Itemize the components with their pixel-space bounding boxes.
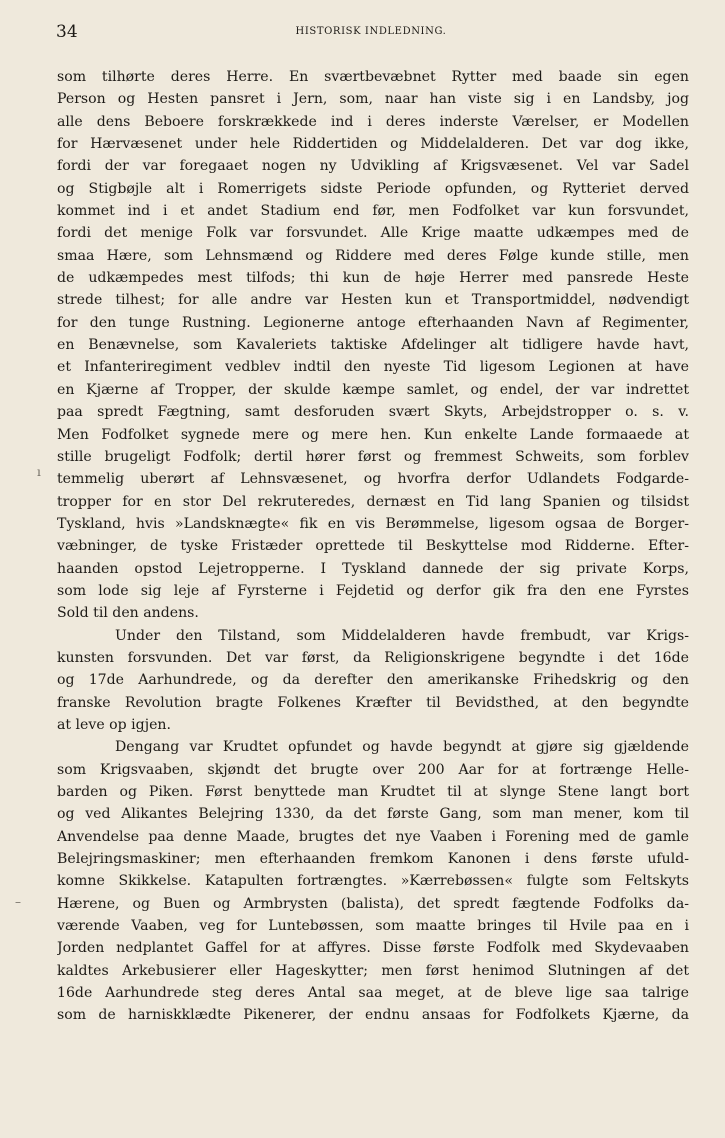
text-line: Tyskland, hvis »Landsknægte« fik en vis Berømmelse, ligesom ogsaa de Borger-: [57, 515, 689, 532]
page-number: 34: [56, 22, 78, 42]
text-line: 16de Aarhundrede steg deres Antal saa meget, at de bleve lige saa talrige: [57, 985, 689, 1002]
text-line: Anvendelse paa denne Maade, brugtes det nye Vaaben i Forening med de gamle: [57, 828, 689, 845]
text-line: de udkæmpedes mest tilfods; thi kun de høje Herrer med pansrede Heste: [57, 270, 689, 287]
margin-mark: –: [15, 895, 21, 909]
text-line: som de harniskklædte Pikenerer, der endnu ansaas for Fodfolkets Kjærne, da: [57, 1007, 689, 1024]
text-line: paa spredt Fægtning, samt desforuden svært Skyts, Arbejdstropper o. s. v.: [57, 404, 689, 421]
text-line: som Krigsvaaben, skjøndt det brugte over 200 Aar for at fortrænge Helle-: [57, 761, 689, 778]
text-line: og Stigbøjle alt i Romerrigets sidste Periode opfunden, og Rytteriet derved: [57, 180, 689, 197]
text-line: stille brugeligt Fodfolk; dertil hører først og fremmest Schweits, som forblev: [57, 448, 689, 465]
text-line: værende Vaaben, veg for Luntebøssen, som maatte bringes til Hvile paa en i: [57, 918, 689, 935]
text-line: og 17de Aarhundrede, og da derefter den amerikanske Frihedskrig og den: [57, 672, 689, 689]
text-line: en Kjærne af Tropper, der skulde kæmpe samlet, og endel, der var indrettet: [57, 381, 689, 398]
text-line: Person og Hesten pansret i Jern, som, naar han viste sig i en Landsby, jog: [57, 91, 689, 108]
text-line: komne Skikkelse. Katapulten fortrængtes. »Kærrebøssen« fulgte som Feltskyts: [57, 873, 689, 890]
text-line: som tilhørte deres Herre. En sværtbevæbnet Rytter med baade sin egen: [57, 69, 689, 85]
text-line: at leve op igjen.: [57, 716, 171, 733]
text-line: for den tunge Rustning. Legionerne antoge efterhaanden Navn af Regimenter,: [57, 314, 689, 331]
margin-mark: ı: [37, 465, 41, 479]
text-line: kaldtes Arkebusierer eller Hageskytter; men først henimod Slutningen af det: [57, 962, 689, 979]
text-line: Men Fodfolket sygnede mere og mere hen. Kun enkelte Lande formaaede at: [57, 426, 689, 443]
body-text: [57, 66, 689, 1027]
text-line: Jorden nedplantet Gaffel for at affyres. Disse første Fodfolk med Skydevaaben: [57, 940, 689, 957]
text-line: og ved Alikantes Belejring 1330, da det første Gang, som man mener, kom til: [57, 806, 689, 823]
text-line: fordi der var foregaaet nogen ny Udvikling af Krigsvæsenet. Vel var Sadel: [57, 158, 689, 175]
text-line: for Hærvæsenet under hele Riddertiden og Middelalderen. Det var dog ikke,: [57, 136, 689, 153]
text-line: en Benævnelse, som Kavaleriets taktiske Afdelinger alt tidligere havde havt,: [57, 337, 689, 354]
text-line: kunsten forsvunden. Det var først, da Religionskrigene begyndte i det 16de: [57, 649, 689, 666]
text-line: et Infanteriregiment vedblev indtil den nyeste Tid ligesom Legionen at have: [57, 359, 689, 376]
page-header: [56, 20, 686, 46]
text-line: Dengang var Krudtet opfundet og havde begyndt at gjøre sig gjældende: [115, 739, 689, 756]
text-line: barden og Piken. Først benyttede man Krudtet til at slynge Stene langt bort: [57, 784, 689, 800]
text-line: franske Revolution bragte Folkenes Kræfter til Bevidsthed, at den begyndte: [57, 694, 689, 711]
text-line: Under den Tilstand, som Middelalderen havde frembudt, var Krigs-: [115, 627, 689, 644]
text-line: Belejringsmaskiner; men efterhaanden fremkom Kanonen i dens første ufuld-: [57, 851, 689, 868]
text-line: haanden opstod Lejetropperne. I Tyskland dannede der sig private Korps,: [57, 560, 689, 577]
text-line: strede tilhest; for alle andre var Hesten kun et Transportmiddel, nødvendigt: [57, 292, 689, 309]
text-line: Sold til den andens.: [57, 605, 199, 622]
text-line: Hærene, og Buen og Armbrysten (balista), det spredt fægtende Fodfolks da-: [57, 895, 689, 912]
text-line: tropper for en stor Del rekruteredes, dernæst en Tid lang Spanien og tilsidst: [57, 493, 689, 510]
text-line: væbninger, de tyske Fristæder oprettede til Beskyttelse mod Ridderne. Efter-: [57, 538, 689, 555]
text-line: smaa Hære, som Lehnsmænd og Riddere med deres Følge kunde stille, men: [57, 247, 689, 264]
text-line: fordi det menige Folk var forsvundet. Alle Krige maatte udkæmpes med de: [57, 225, 689, 242]
text-line: alle dens Beboere forskrækkede ind i deres inderste Værelser, er Modellen: [57, 113, 689, 130]
running-head: HISTORISK INDLEDNING.: [295, 26, 447, 37]
text-line: som lode sig leje af Fyrsterne i Fejdetid og derfor gik fra den ene Fyrstes: [57, 582, 689, 599]
text-line: temmelig uberørt af Lehnsvæsenet, og hvorfra derfor Udlandets Fodgarde-: [57, 471, 689, 488]
text-line: kommet ind i et andet Stadium end før, men Fodfolket var kun forsvundet,: [57, 203, 689, 220]
